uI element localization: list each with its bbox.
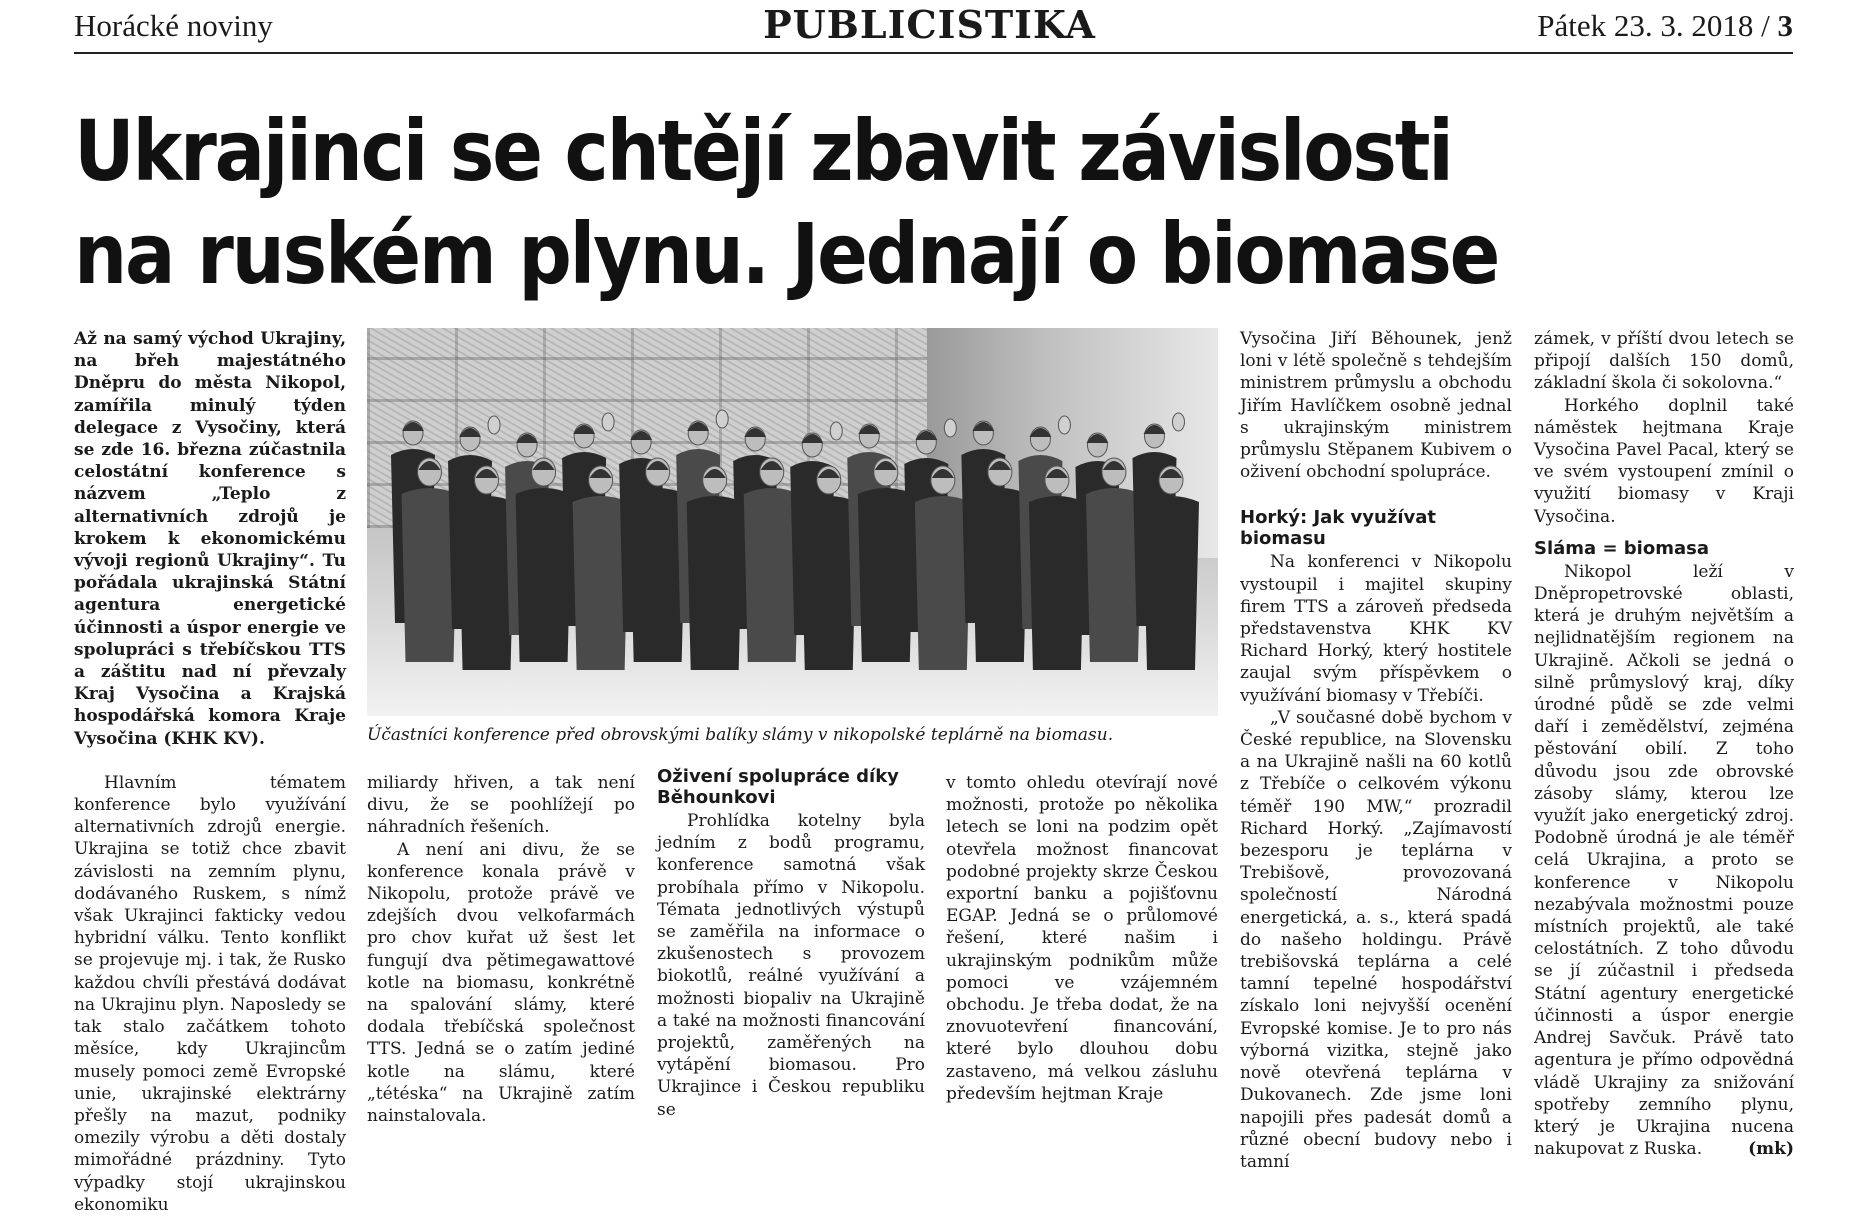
col6-paragraph-1: zámek, v příští dvou letech se připojí dalších 150 domů, základní škola či sokolovna.“: [1534, 329, 1794, 394]
column-1: [74, 328, 346, 1216]
date-text: Pátek 23. 3. 2018 /: [1537, 8, 1770, 43]
page-number: 3: [1777, 8, 1793, 43]
header-rule: [74, 52, 1793, 54]
col2-paragraph-2: A není ani divu, že se konference konala právě v Nikopolu, protože právě ve zdejších dvou velkofarmách pro chov kuřat už šest let fungují dva pětimegawattové kotle na biomasu, konkrétně na spalování slámy, které dodala třebíčská společnost TTS. Jedná se o zatím jediné kotle na slámu, které „tétéska“ na Ukrajině zatím nainstalovala.: [367, 839, 635, 1127]
col3-paragraph: Prohlídka kotelny byla jedním z bodů programu, konference samotná však probíhala přímo v Nikopolu. Témata jednotlivých výstupů se zaměřila na informace o zkušenostech s provozem biokotlů, reálné využívání a možnosti biopaliv na Ukrajině a také na možnosti financování projektů, zaměřených na vytápění biomasou. Pro Ukrajince i Českou republiku se: [657, 811, 925, 1120]
col4-paragraph: v tomto ohledu otevírají nové možnosti, protože po několika letech se loni na podzim opět otevřela možnost financovat podobné projekty skrze Českou exportní banku a pojišťovnu EGAP. Jedná se o průlomové řešení, které našim i ukrajinským podnikům může pomoci ve vzájemném obchodu. Je třeba dodat, že na znovuotevření financování, které bylo dlouhou dobu zastaveno, má velkou zásluhu především hejtman Kraje: [946, 773, 1218, 1104]
author-signoff: (mk): [1748, 1139, 1794, 1160]
col2-paragraph-1: miliardy hřiven, a tak není divu, že se poohlížejí po náhradních řešeních.: [367, 773, 635, 838]
column-4: [946, 772, 1218, 1105]
column-3: [657, 766, 925, 1121]
headline-line-2: na ruském plynu. Jednají o biomase: [74, 205, 1499, 303]
column-2: [367, 772, 635, 1127]
subheading-slama: Sláma = biomasa: [1534, 537, 1709, 559]
subheading-horky: Horký: Jak využívat biomasu: [1240, 507, 1436, 550]
section-title: PUBLICISTIKA: [763, 2, 1096, 47]
col5-paragraph-1: Vysočina Jiří Běhounek, jenž loni v létě společně s tehdejším ministrem průmyslu a obchodu Jiřím Havlíčkem osobně jednal s ukrajinským ministrem průmyslu Stěpanem Kubivem o oživení obchodní spolupráce.: [1240, 329, 1512, 483]
col5-paragraph-3: „V současné době bychom v České republice, na Slovensku a na Ukrajině našli na 60 kotlů z Třebíče o celkovém výkonu téměř 190 MW,“ prozradil Richard Horký. „Zajímavostí bezesporu je teplárna v Trebišově, provozovaná společností Národná energetická, a. s., která spadá do našeho holdingu. Právě trebišovská teplárna a celé tamní tepelné hospodářství získalo loni nejvyšší ocenění Evropské komise. Je to pro nás výborná vizitka, stejně jako nově otevřená teplárna v Dukovanech. Zde jsme loni napojili přes padesát domů a různé obecní budovy nebo i tamní: [1240, 707, 1512, 1172]
headline: [74, 100, 1605, 306]
column-6: [1534, 328, 1794, 1160]
conference-photo: [367, 328, 1218, 716]
perex: Až na samý východ Ukrajiny, na břeh majestátného Dněpru do města Nikopol, zamířila minulý týden delegace z Vysočiny, která se zde 16. března zúčastnila celostátní konference s názvem „Teplo z alternativních zdrojů je krokem k ekonomickému vývoji regionů Ukrajiny“. Tu pořádala ukrajinská Státní agentura energetické účinnosti a úspor energie ve spolupráci s třebíčskou TTS a záštitu nad ní převzaly Kraj Vysočina a Krajská hospodářská komora Kraje Vysočina (KHK KV).: [74, 329, 346, 749]
col1-paragraph: Hlavním tématem konference bylo využívání alternativních zdrojů energie. Ukrajina se totiž chce zbavit závislosti na zemním plynu, dodávaného Ruskem, s nímž však Ukrajinci fakticky vedou hybridní válku. Tento konflikt se projevuje mj. i tak, že Rusko každou chvíli přestává dodávat na Ukrajinu plyn. Naposledy se tak stalo začátkem tohoto měsíce, kdy Ukrajincům musely pomoci země Evropské unie, ukrajinské elektrárny přešly na mazut, podniky omezily výrobu a děti dostaly mimořádné prázdniny. Tyto výpadky stojí ukrajinskou ekonomiku: [74, 772, 346, 1215]
col6-paragraph-3: [1534, 561, 1794, 1160]
publication-name: Horácké noviny: [74, 8, 273, 43]
crowd-of-participants: [367, 328, 1218, 716]
col6-paragraph-2: Horkého doplnil také náměstek hejtmana Kraje Vysočina Pavel Pacal, který se ve svém vystoupení zmínil o využití biomasy v Kraji Vysočina.: [1534, 395, 1794, 527]
subheading-ozivent: Oživení spolupráce díky Běhounkovi: [657, 766, 899, 808]
col5-paragraph-2: Na konferenci v Nikopolu vystoupil i majitel skupiny firem TTS a zároveň předseda představenstva KHK KV Richard Horký, který hostitele zaujal svým příspěvkem o využívání biomasy v Třebíči.: [1240, 552, 1512, 706]
issue-date: [1537, 8, 1793, 44]
col6-paragraph-3-text: Nikopol leží v Dněpropetrovské oblasti, která je druhým největším a nejlidnatějším regionem na Ukrajině. Ačkoli se jedná o silně průmyslový kraj, díky úrodné půdě se zde velmi daří i zemědělství, zejména pěstování obilí. Z toho důvodu jsou zde obrovské zásoby slámy, kterou lze využít jako energetický zdroj. Podobně úrodná je ale téměř celá Ukrajina, a proto se konference v Nikopolu nezabývala možnostmi pouze místních projektů, ale také celostátních. Z toho důvodu se jí zúčastnil i předseda Státní agentury energetické účinnosti a úspor energie Andrej Savčuk. Právě tato agentura je přímo odpovědná vládě Ukrajiny za snižování spotřeby zemního plynu, který je Ukrajina nucena nakupovat z Ruska.: [1534, 561, 1794, 1160]
column-5: [1240, 328, 1512, 1173]
headline-line-1: Ukrajinci se chtějí zbavit závislosti: [74, 102, 1452, 200]
photo-caption: Účastníci konference před obrovskými balíky slámy v nikopolské teplárně na biomasu.: [367, 725, 1114, 745]
